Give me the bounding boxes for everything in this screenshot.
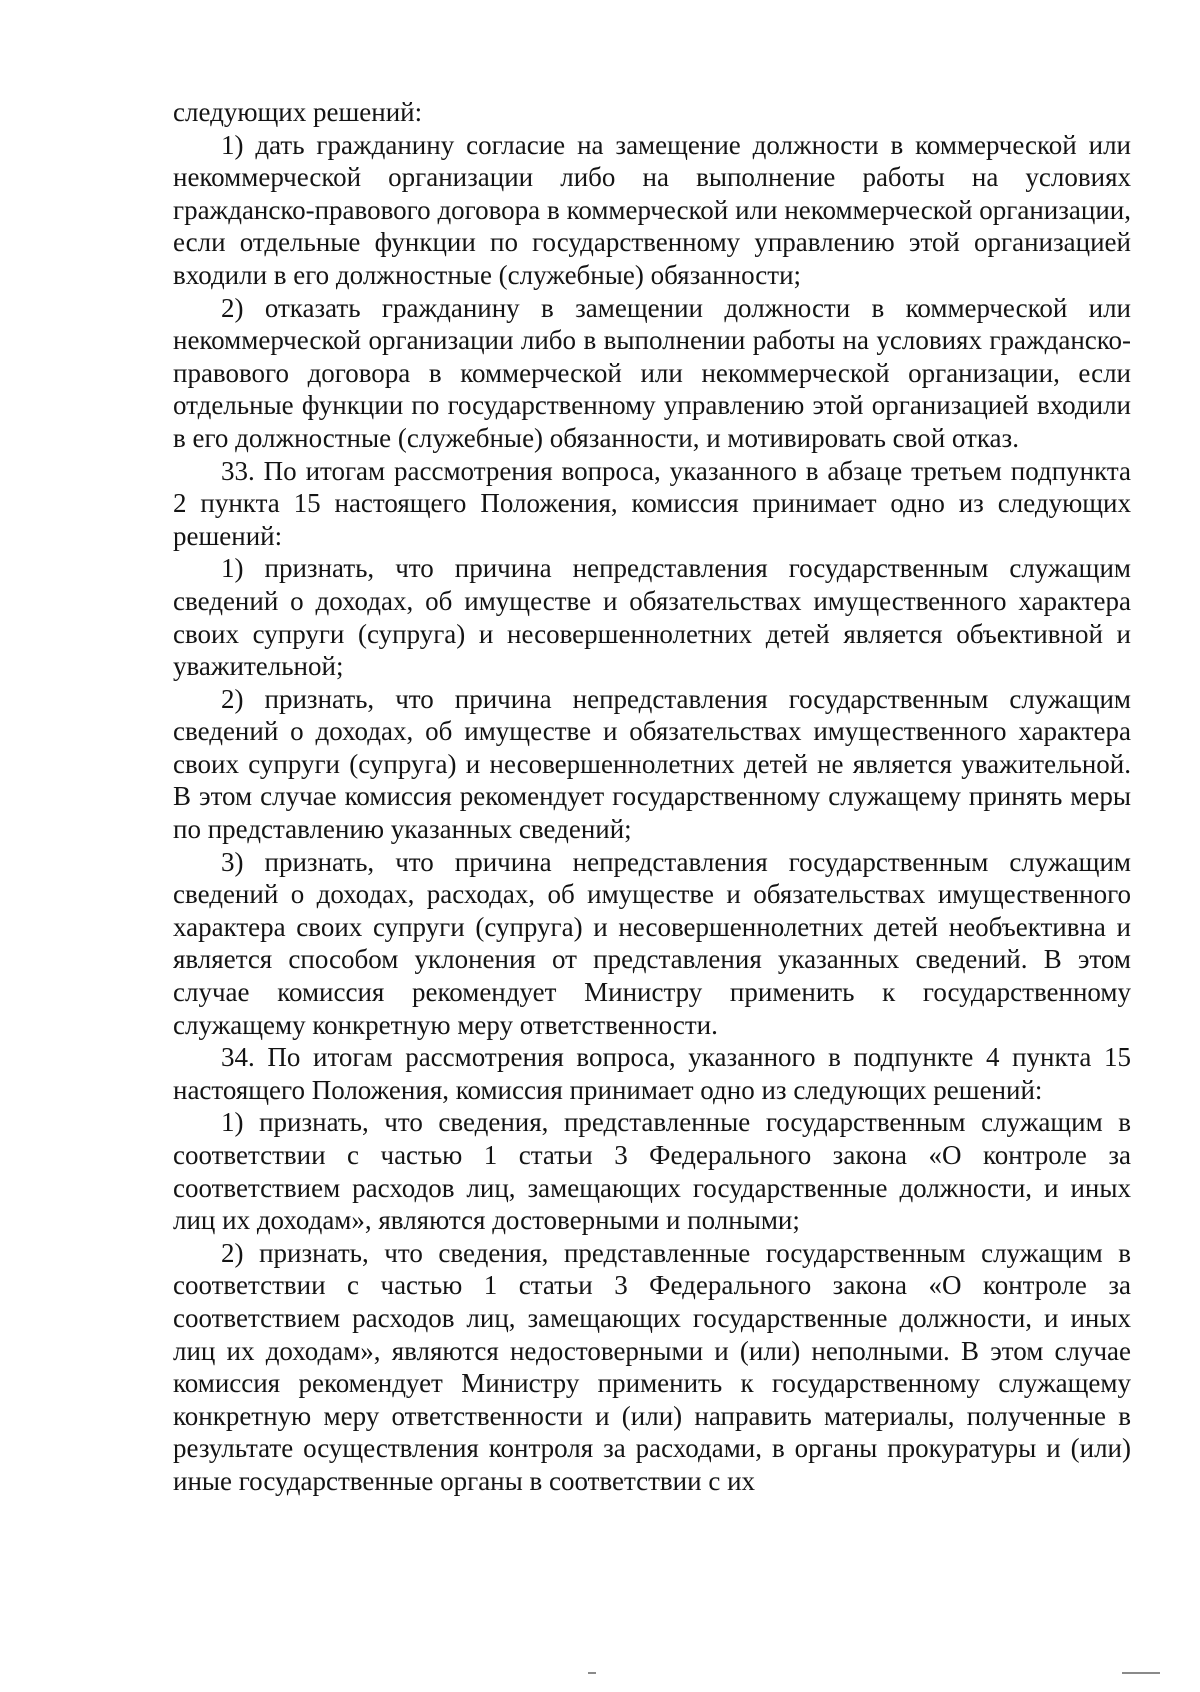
paragraph-33: 33. По итогам рассмотрения вопроса, указанного в абзаце третьем подпункта 2 пункта 15 настоящего Положения, комиссия принимает одно из следующих решений: bbox=[173, 455, 1131, 551]
scan-speck bbox=[1122, 1672, 1160, 1674]
paragraph-34: 34. По итогам рассмотрения вопроса, указанного в подпункте 4 пункта 15 настоящего Положения, комиссия принимает одно из следующих решений: bbox=[173, 1042, 1131, 1105]
paragraph-34-item-1: 1) признать, что сведения, представленные государственным служащим в соответствии с частью 1 статьи 3 Федерального закона «О контроле за соответствием расходов лиц, замещающих государственные должности, и иных лиц их доходам», являются достоверными и полными; bbox=[173, 1107, 1131, 1236]
paragraph-32-item-2: 2) отказать гражданину в замещении должности в коммерческой или некоммерческой организации либо в выполнении работы на условиях гражданско-правового договора в коммерческой или некоммерческой организации, если отдельные функции по государственному управлению этой организацией входили в его должностные (служебные) обязанности, и мотивировать свой отказ. bbox=[173, 292, 1131, 453]
paragraph-33-item-3: 3) признать, что причина непредставления государственным служащим сведений о доходах, расходах, об имуществе и обязательствах имущественного характера своих супруги (супруга) и несовершеннолетних детей необъективна и является способом уклонения от представления указанных сведений. В этом случае комиссия рекомендует Министру применить к государственному служащему конкретную меру ответственности. bbox=[173, 846, 1131, 1040]
paragraph-33-item-1: 1) признать, что причина непредставления государственным служащим сведений о доходах, об имуществе и обязательствах имущественного характера своих супруги (супруга) и несовершеннолетних детей является объективной и уважительной; bbox=[173, 553, 1131, 682]
scan-speck bbox=[588, 1672, 596, 1674]
paragraph-34-item-2: 2) признать, что сведения, представленные государственным служащим в соответствии с частью 1 статьи 3 Федерального закона «О контроле за соответствием расходов лиц, замещающих государственные должности, и иных лиц их доходам», являются недостоверными и (или) неполными. В этом случае комиссия рекомендует Министру применить к государственному служащему конкретную меру ответственности и (или) направить материалы, полученные в результате осуществления контроля за расходами, в органы прокуратуры и (или) иные государственные органы в соответствии с их bbox=[173, 1237, 1131, 1496]
paragraph-32-item-1: 1) дать гражданину согласие на замещение должности в коммерческой или некоммерческой организации либо на выполнение работы на условиях гражданско-правового договора в коммерческой или некоммерческой организации, если отдельные функции по государственному управлению этой организацией входили в его должностные (служебные) обязанности; bbox=[173, 129, 1131, 290]
document-body bbox=[173, 96, 1131, 1498]
paragraph-33-item-2: 2) признать, что причина непредставления государственным служащим сведений о доходах, об имуществе и обязательствах имущественного характера своих супруги (супруга) и несовершеннолетних детей не является уважительной. В этом случае комиссия рекомендует государственному служащему принять меры по представлению указанных сведений; bbox=[173, 683, 1131, 845]
paragraph-continuation: следующих решений: bbox=[173, 97, 423, 127]
